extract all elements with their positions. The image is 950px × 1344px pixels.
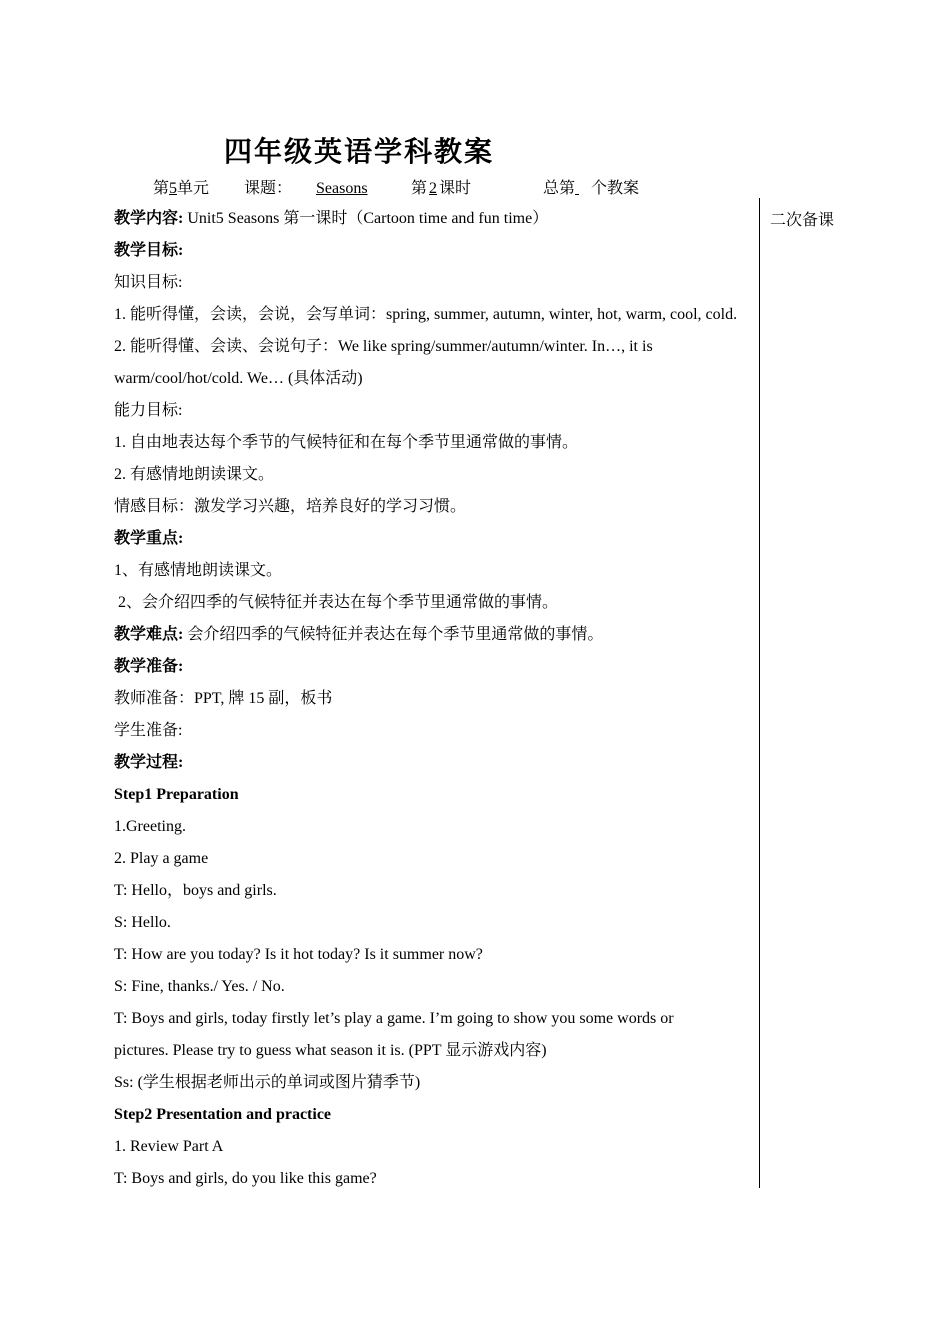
difficulty-text: 会介绍四季的气候特征并表达在每个季节里通常做的事情。	[187, 626, 604, 643]
plan-prefix: 总第	[543, 180, 576, 197]
difficulty-label: 教学难点:	[114, 626, 184, 643]
knowledge-item-2a: 2. 能听得懂、会读、会说句子：We like spring/summer/autumn/winter. In…, it is	[114, 338, 653, 355]
column-divider	[759, 198, 760, 1188]
knowledge-heading: 知识目标:	[114, 274, 183, 291]
plan-count-field	[543, 175, 639, 198]
teaching-content-text: Unit5 Seasons 第一课时（Cartoon time and fun time）	[187, 210, 549, 227]
emotion-objective: 情感目标：激发学习兴趣，培养良好的学习习惯。	[114, 498, 467, 515]
topic-value: Seasons	[316, 180, 368, 197]
key-point-1: 1、有感情地朗读课文。	[114, 562, 283, 579]
lesson-field	[411, 175, 471, 198]
key-point-2: 2、会介绍四季的气候特征并表达在每个季节里通常做的事情。	[118, 594, 559, 611]
plan-number-blank	[575, 180, 591, 198]
ability-item-2: 2. 有感情地朗读课文。	[114, 466, 275, 483]
step1-line: T: Boys and girls, today firstly let’s play a game. I’m going to show you some words or	[114, 1010, 674, 1027]
ability-item-1: 1. 自由地表达每个季节的气候特征和在每个季节里通常做的事情。	[114, 434, 579, 451]
step1-line: T: How are you today? Is it hot today? Is it summer now?	[114, 946, 483, 963]
step1-line: S: Fine, thanks./ Yes. / No.	[114, 978, 285, 995]
unit-number: 5	[169, 180, 178, 197]
preparation-heading: 教学准备:	[114, 658, 184, 675]
unit-suffix: 单元	[177, 180, 210, 197]
step1-line: S: Hello.	[114, 914, 171, 931]
unit-prefix: 第	[153, 180, 170, 197]
teaching-content	[114, 203, 754, 235]
lesson-number: 2	[429, 180, 438, 197]
step1-line: 1.Greeting.	[114, 818, 186, 835]
unit-field	[153, 175, 209, 198]
step1-title: Step1 Preparation	[114, 786, 239, 803]
step2-title: Step2 Presentation and practice	[114, 1106, 332, 1123]
knowledge-item-1: 1. 能听得懂，会读，会说，会写单词：spring, summer, autumn, winter, hot, warm, cool, cold.	[114, 306, 738, 323]
difficulty	[114, 619, 754, 651]
teacher-preparation: 教师准备：PPT, 牌 15 副，板书	[114, 690, 333, 707]
step1-line: 2. Play a game	[114, 850, 209, 867]
step1-line: T: Hello，boys and girls.	[114, 882, 277, 899]
step1-line: Ss: (学生根据老师出示的单词或图片猜季节)	[114, 1074, 421, 1091]
plan-suffix: 个教案	[591, 180, 640, 197]
key-points-heading: 教学重点:	[114, 530, 184, 547]
topic-field	[244, 175, 384, 198]
topic-label: 课题：	[244, 180, 293, 197]
step2-line: T: Boys and girls, do you like this game?	[114, 1170, 377, 1187]
step2-line: 1. Review Part A	[114, 1138, 224, 1155]
document-title: 四年级英语学科教案	[224, 135, 495, 168]
process-heading: 教学过程:	[114, 754, 184, 771]
lesson-prefix: 第	[411, 180, 428, 197]
knowledge-item-2b: warm/cool/hot/cold. We… (具体活动)	[114, 370, 363, 387]
student-preparation: 学生准备:	[114, 722, 183, 739]
step1-line: pictures. Please try to guess what season it is. (PPT 显示游戏内容)	[114, 1042, 547, 1059]
teaching-content-label: 教学内容:	[114, 210, 184, 227]
objectives-heading: 教学目标:	[114, 242, 184, 259]
lesson-plan-body	[114, 203, 754, 1195]
lesson-suffix: 课时	[439, 180, 472, 197]
secondary-prep-label: 二次备课	[770, 210, 835, 229]
ability-heading: 能力目标:	[114, 402, 183, 419]
